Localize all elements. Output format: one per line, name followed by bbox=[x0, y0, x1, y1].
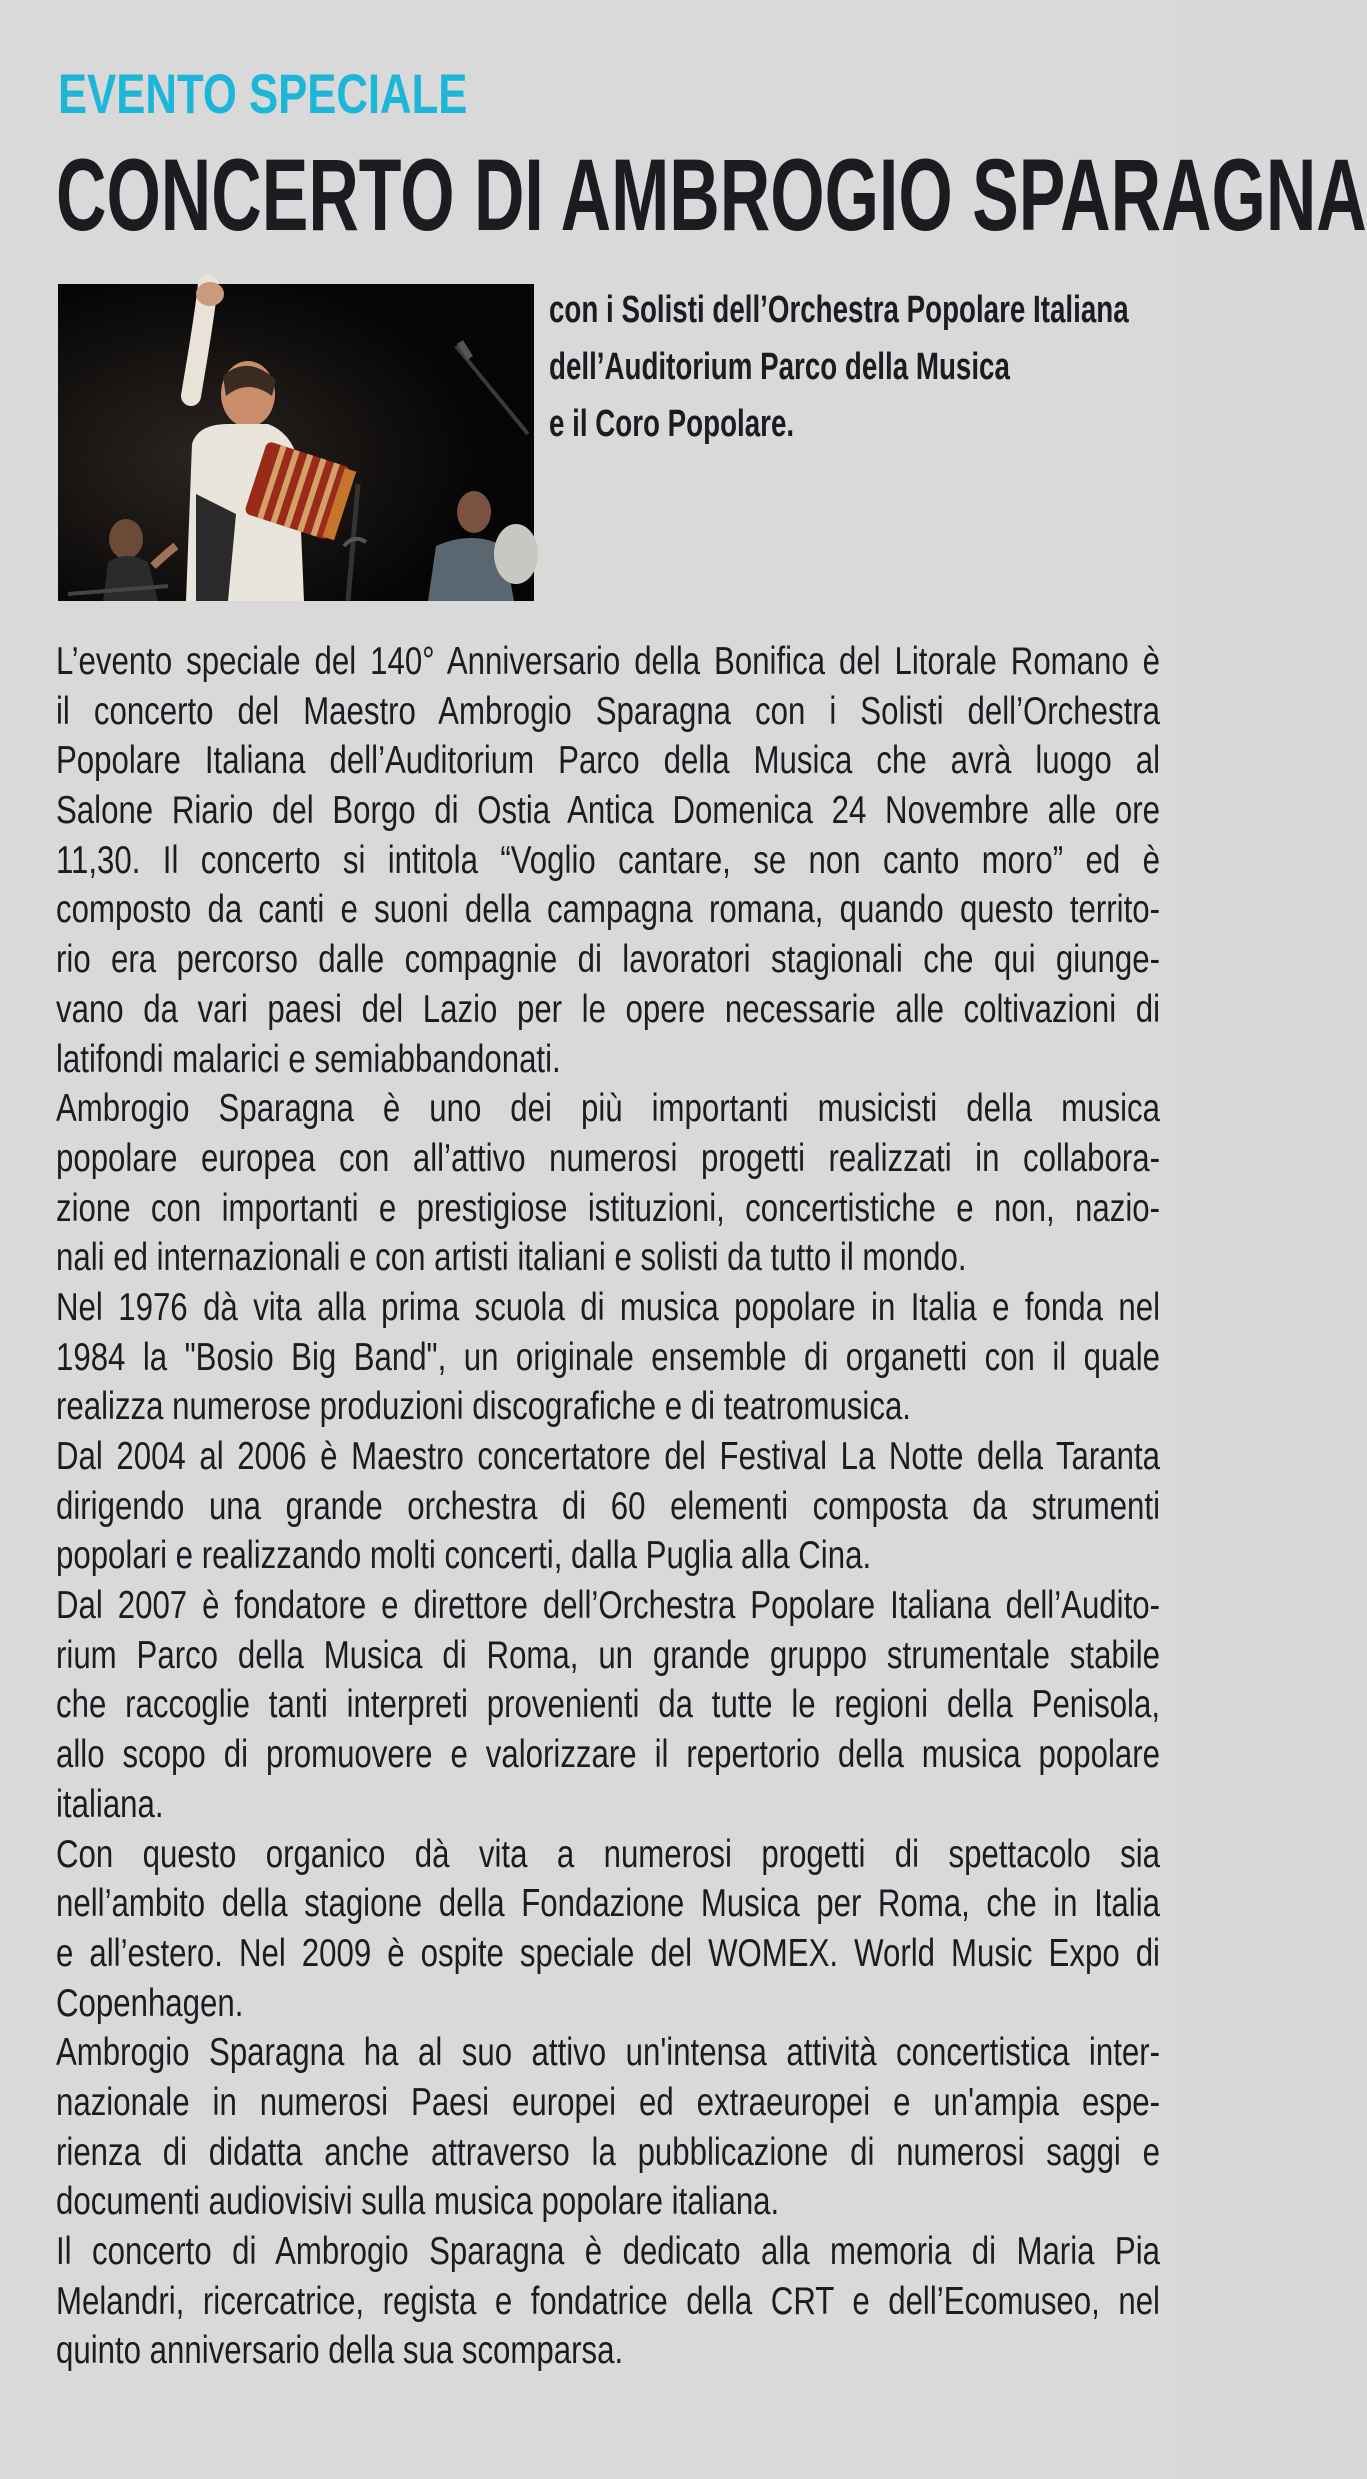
body-line: il concerto del Maestro Ambrogio Sparagna con i Solisti dell’Orchestra bbox=[56, 689, 1160, 733]
intro-line: con i Solisti dell’Orchestra Popolare Italiana bbox=[549, 289, 1129, 331]
body-line: che raccoglie tanti interpreti provenienti da tutte le regioni della Penisola, bbox=[56, 1683, 1160, 1727]
body-line: Salone Riario del Borgo di Ostia Antica Domenica 24 Novembre alle ore bbox=[56, 789, 1160, 833]
body-line: popolari e realizzando molti concerti, dalla Puglia alla Cina. bbox=[56, 1534, 872, 1578]
body-line: Melandri, ricercatrice, regista e fondatrice della CRT e dell’Ecomuseo, nel bbox=[56, 2279, 1160, 2323]
article-body bbox=[56, 637, 1160, 2376]
intro-text bbox=[549, 282, 1129, 453]
body-line: dirigendo una grande orchestra di 60 elementi composta da strumenti bbox=[56, 1484, 1160, 1528]
body-line: rienza di didatta anche attraverso la pubblicazione di numerosi saggi e bbox=[56, 2130, 1160, 2174]
page-title: CONCERTO DI AMBROGIO SPARAGNA bbox=[56, 138, 1367, 252]
body-line: quinto anniversario della sua scomparsa. bbox=[56, 2329, 624, 2373]
body-line: popolare europea con all’attivo numerosi progetti realizzati in collabora- bbox=[56, 1136, 1160, 1180]
body-line: zione con importanti e prestigiose istituzioni, concertistiche e non, nazio- bbox=[56, 1186, 1160, 1230]
concert-photo bbox=[58, 284, 534, 601]
body-line: 1984 la "Bosio Big Band", un originale ensemble di organetti con il quale bbox=[56, 1335, 1160, 1379]
body-line: rium Parco della Musica di Roma, un grande gruppo strumentale stabile bbox=[56, 1633, 1160, 1677]
body-line: L’evento speciale del 140° Anniversario della Bonifica del Litorale Romano è bbox=[56, 640, 1160, 683]
body-line: nell’ambito della stagione della Fondazione Musica per Roma, che in Italia bbox=[56, 1882, 1160, 1926]
body-line: realizza numerose produzioni discografiche e di teatromusica. bbox=[56, 1385, 911, 1429]
intro-line: dell’Auditorium Parco della Musica bbox=[549, 346, 1010, 388]
body-line: Ambrogio Sparagna è uno dei più importanti musicisti della musica bbox=[56, 1087, 1160, 1131]
body-line: composto da canti e suoni della campagna romana, quando questo territo- bbox=[56, 888, 1160, 932]
body-line: Dal 2007 è fondatore e direttore dell’Orchestra Popolare Italiana dell’Audito- bbox=[56, 1584, 1160, 1628]
body-line: rio era percorso dalle compagnie di lavoratori stagionali che qui giunge- bbox=[56, 938, 1160, 982]
body-line: Dal 2004 al 2006 è Maestro concertatore del Festival La Notte della Taranta bbox=[56, 1435, 1160, 1478]
body-line: Ambrogio Sparagna ha al suo attivo un'intensa attività concertistica inter- bbox=[56, 2031, 1160, 2075]
body-line: Popolare Italiana dell’Auditorium Parco della Musica che avrà luogo al bbox=[56, 739, 1160, 783]
body-line: Copenhagen. bbox=[56, 1981, 244, 2025]
body-line: Con questo organico dà vita a numerosi progetti di spettacolo sia bbox=[56, 1832, 1160, 1876]
body-line: e all’estero. Nel 2009 è ospite speciale del WOMEX. World Music Expo di bbox=[56, 1931, 1160, 1975]
body-line: Nel 1976 dà vita alla prima scuola di musica popolare in Italia e fonda nel bbox=[56, 1285, 1160, 1329]
body-line: documenti audiovisivi sulla musica popolare italiana. bbox=[56, 2180, 780, 2224]
body-line: 11,30. Il concerto si intitola “Voglio cantare, se non canto moro” ed è bbox=[56, 838, 1160, 882]
body-line: vano da vari paesi del Lazio per le opere necessarie alle coltivazioni di bbox=[56, 987, 1160, 1031]
body-line: nazionale in numerosi Paesi europei ed extraeuropei e un'ampia espe- bbox=[56, 2080, 1160, 2124]
body-line: allo scopo di promuovere e valorizzare il repertorio della musica popolare bbox=[56, 1733, 1160, 1777]
body-line: Il concerto di Ambrogio Sparagna è dedicato alla memoria di Maria Pia bbox=[56, 2230, 1160, 2273]
body-line: latifondi malarici e semiabbandonati. bbox=[56, 1037, 561, 1081]
body-line: nali ed internazionali e con artisti italiani e solisti da tutto il mondo. bbox=[56, 1236, 967, 1280]
body-line: italiana. bbox=[56, 1782, 164, 1826]
intro-line: e il Coro Popolare. bbox=[549, 403, 795, 445]
event-kicker: EVENTO SPECIALE bbox=[58, 62, 468, 125]
